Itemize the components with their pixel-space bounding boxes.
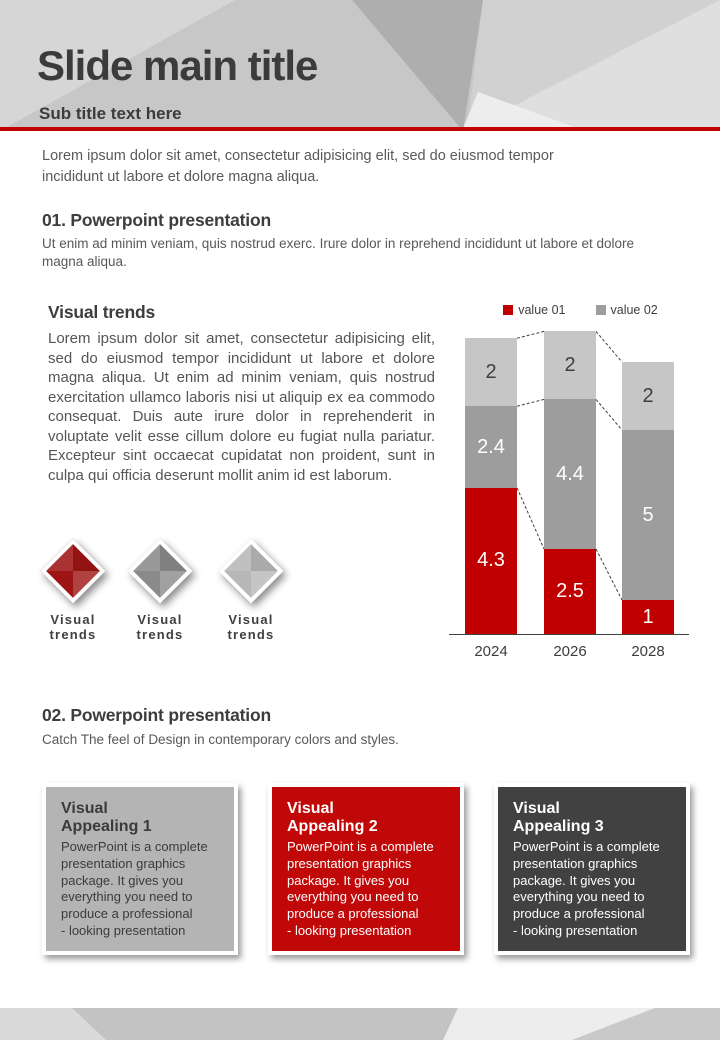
segment-value-label: 5: [642, 503, 654, 526]
diamond-gray-icon: [129, 540, 191, 602]
x-axis-line: [449, 634, 689, 635]
card-title-line: Appealing 1: [61, 818, 152, 835]
legend-swatch-red: [503, 305, 513, 315]
card-title-line: Appealing 2: [287, 818, 378, 835]
legend-label: value 02: [610, 303, 658, 317]
card-title: [287, 800, 445, 836]
card-body-text: PowerPoint is a complete presentation graphics package. It gives you everything you need to produce a professional: [61, 839, 208, 922]
card-body-suffix: - looking presentation: [61, 922, 186, 938]
section2-heading: 02. Powerpoint presentation: [42, 705, 271, 725]
legend-item-value01: [503, 303, 565, 317]
bar-segment: [544, 331, 596, 399]
bar-segment: [622, 362, 674, 430]
card-body-text: PowerPoint is a complete presentation graphics package. It gives you everything you need to produce a professional: [287, 839, 434, 922]
diamond-icon-row: [0, 540, 320, 660]
section1-body: Ut enim ad minim veniam, quis nostrud exerc. Irure dolor in reprehend incididunt ut labore et dolore magna aliqua.: [42, 236, 635, 269]
bar-segment: [465, 338, 517, 406]
card-title-line: Visual: [513, 800, 560, 817]
card-title-line: Visual: [287, 800, 334, 817]
card-title-line: Visual: [61, 800, 108, 817]
legend-swatch-gray: [596, 305, 606, 315]
diamond-label: Visual trends: [49, 612, 97, 642]
bar-2024: [465, 338, 517, 634]
slide-title: Slide main title: [37, 42, 318, 89]
diamond-label: Visual trends: [136, 612, 184, 642]
accent-rule: [0, 127, 720, 131]
card-title-line: Appealing 3: [513, 818, 604, 835]
diamond-shape: [127, 538, 192, 603]
visual-trends-paragraph: Lorem ipsum dolor sit amet, consectetur adipisicing elit, sed do eiusmod tempor incididunt ut labore et dolore magna aliqua. Ut enim ad minim veniam, quis nostrud exercitation ullamco laboris nisi ut aliquip ex ea commodo consequat. Duis aute irure dolor in reprehenderit in voluptate velit esse cillum dolore eu fugiat nulla pariatur. Excepteur sint occaecat cupidatat non proident, sunt in culpa qui officia deserunt mollit anim id est laborum.: [48, 330, 435, 484]
segment-value-label: 2: [564, 353, 576, 376]
segment-value-label: 2: [642, 384, 654, 407]
card-visual-appealing-3: [494, 783, 690, 955]
segment-value-label: 2.5: [556, 580, 584, 602]
diamond-item-1: [25, 540, 121, 642]
diamond-item-2: [112, 540, 208, 642]
segment-value-label: 1: [642, 605, 654, 628]
card-body: [61, 839, 219, 940]
section2-body: Catch The feel of Design in contemporary colors and styles.: [42, 732, 399, 747]
diamond-item-3: [203, 540, 299, 642]
diamond-label: Visual trends: [227, 612, 275, 642]
legend-item-value02: [596, 303, 658, 317]
intro-paragraph: Lorem ipsum dolor sit amet, consectetur adipisicing elit, sed do eiusmod tempor incididunt ut labore et dolore magna aliqua.: [42, 148, 554, 185]
bar-segment: [622, 600, 674, 634]
card-title: [61, 800, 219, 836]
bar-segment: [465, 488, 517, 634]
slide-subtitle: Sub title text here: [39, 104, 182, 123]
card-body-text: PowerPoint is a complete presentation graphics package. It gives you everything you need to produce a professional: [513, 839, 660, 922]
bar-segment: [465, 406, 517, 488]
x-axis-label: 2026: [553, 643, 587, 660]
segment-value-label: 2.4: [477, 435, 505, 458]
x-axis-labels: [445, 643, 700, 667]
card-body-suffix: - looking presentation: [513, 922, 638, 938]
section1-heading: 01. Powerpoint presentation: [42, 210, 271, 230]
segment-value-label: 4.3: [477, 549, 505, 572]
diamond-lightgray-icon: [220, 540, 282, 602]
card-body: [287, 839, 445, 940]
card-visual-appealing-2: [268, 783, 464, 955]
diamond-shape: [218, 538, 283, 603]
diamond-shape: [40, 538, 105, 603]
diamond-red-icon: [42, 540, 104, 602]
segment-value-label: 2: [485, 360, 497, 383]
card-title: [513, 800, 671, 836]
card-body: [513, 839, 671, 940]
card-visual-appealing-1: [42, 783, 238, 955]
visual-trends-heading: Visual trends: [48, 302, 155, 322]
slide-footer: [0, 1008, 720, 1040]
segment-value-label: 4.4: [556, 462, 584, 485]
slide-header: [0, 0, 720, 131]
bar-segment: [622, 430, 674, 600]
legend-label: value 01: [518, 303, 566, 317]
stacked-bar-chart: [445, 300, 700, 667]
chart-legend: [445, 300, 700, 320]
x-axis-label: 2028: [631, 643, 665, 660]
bar-2026: [544, 331, 596, 634]
card-row: [42, 783, 690, 955]
card-body-suffix: - looking presentation: [287, 922, 412, 938]
bar-2028: [622, 362, 674, 634]
bar-segment: [544, 549, 596, 634]
bar-segment: [544, 399, 596, 549]
x-axis-label: 2024: [474, 643, 508, 660]
stacked-bar-plot: [445, 330, 700, 634]
